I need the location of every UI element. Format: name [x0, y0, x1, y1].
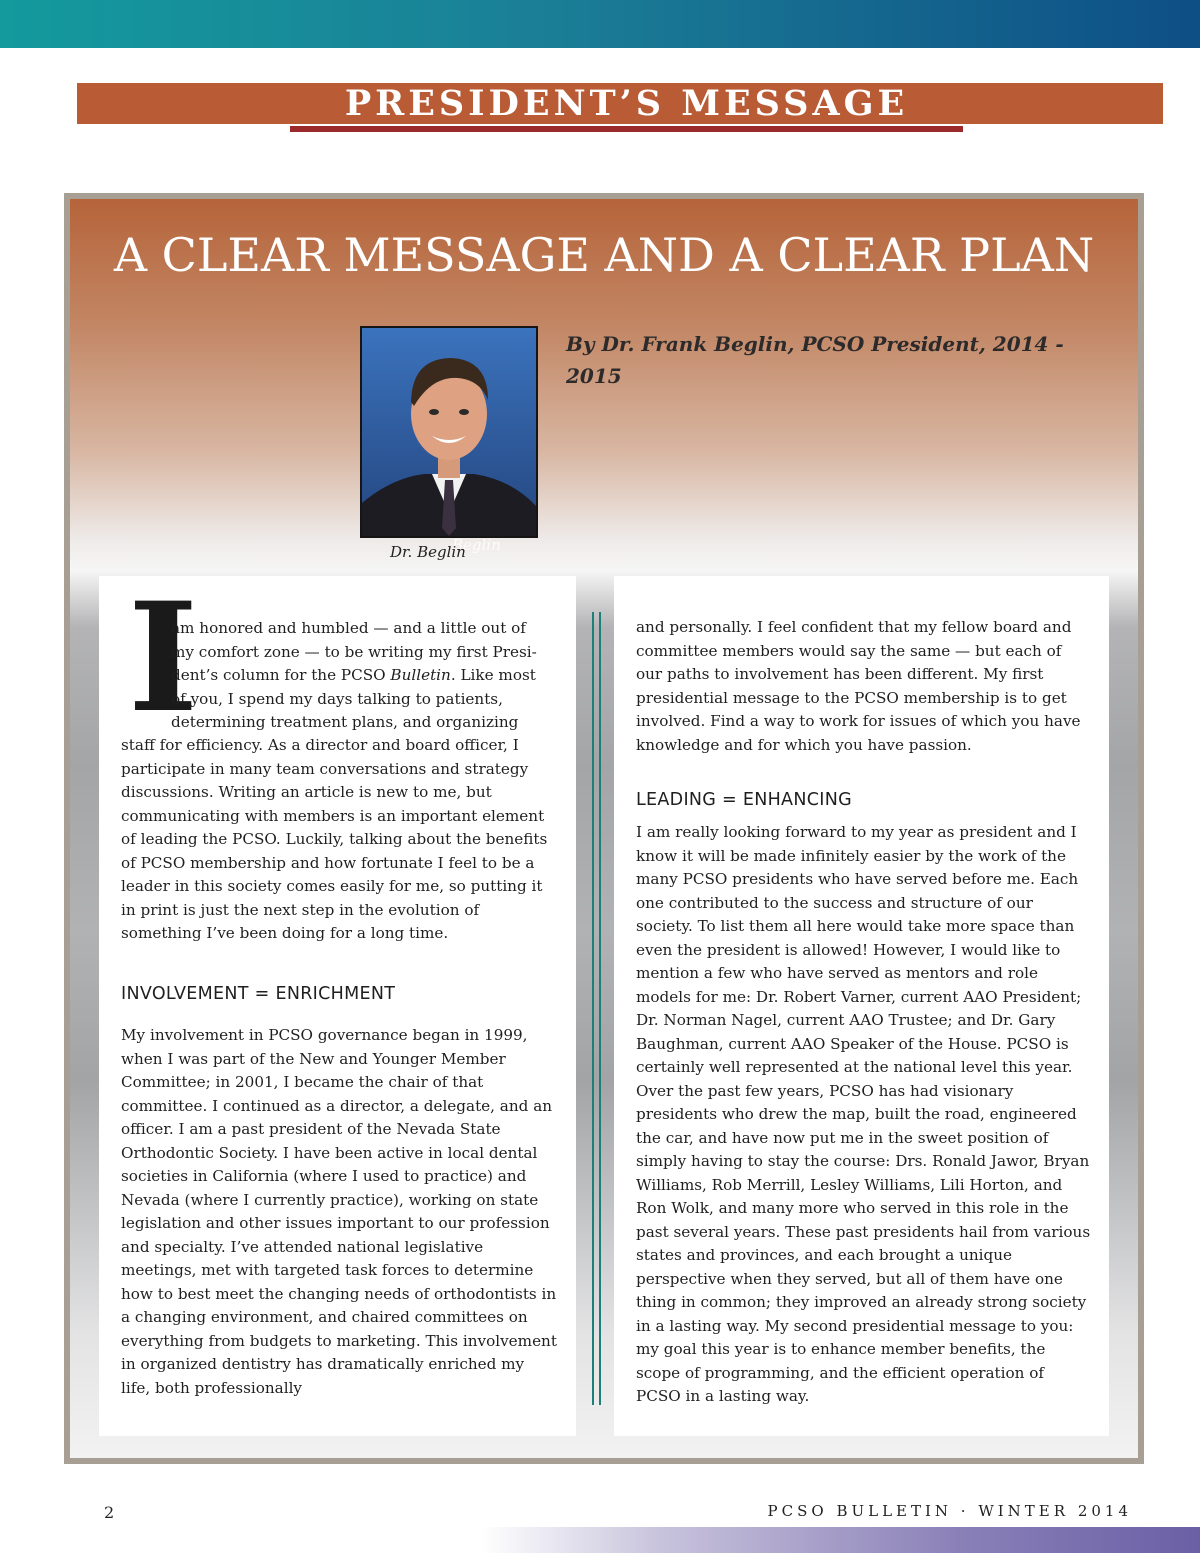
involvement-paragraph: My involvement in PCSO governance began in 1999, when I was part of the New and Younger Member Committee; in 2001, I became the chair of that committee. I continued as a director, a delegate, and an officer. I am a past president of the Nevada State Orthodontic Society. I have been active in local dental societies in California (where I used to practice) and Nevada (where I currently practice), working on state legislation and other issues important to our profession and specialty. I’ve attended national legislative meetings, met with targeted task forces to determine how to best meet the changing needs of orthodontists in a changing environment, and chaired committees on everything from budgets to marketing. This involvement in organized dentistry has dramatically enriched my life, both professionally	[121, 1026, 557, 1397]
header-gradient-bar	[0, 0, 1200, 48]
section-title: PRESIDENT’S MESSAGE	[344, 83, 909, 124]
drop-cap: I	[128, 570, 199, 746]
bulletin-title: Bulletin	[390, 666, 451, 684]
column-divider-rule	[599, 612, 601, 1405]
leading-paragraph: I am really looking forward to my year as president and I know it will be made infinitely easier by the work of the many PCSO presidents who have served before me. Each one contributed to the success and structure of our society. To list them all here would take more space than even the president is allowed! However, I would like to mention a few who have served as mentors and role models for me: Dr. Robert Varner, current AAO President; Dr. Norman Nagel, current AAO Trustee; and Dr. Gary Baughman, current AAO Speaker of the House. PCSO is certainly well represented at the national level this year. Over the past few years, PCSO has had visionary presidents who drew the map, built the road, engineered the car, and have now put me in the sweet position of simply having to stay the course: Drs. Ronald Jawor, Bryan Williams, Rob Merrill, Lesley Williams, Lili Horton, and Ron Wolk, and many more who served in this role in the past several years. These past presidents hail from various states and provinces, and each brought a unique perspective when they served, but all of them have one thing in common; they improved an already strong society in a lasting way. My second presidential message to you: my goal this year is to enhance member benefits, the scope of programming, and the efficient operation of PCSO in a lasting way.	[636, 823, 1091, 1405]
get-involved-paragraph: and personally. I feel confident that my fellow board and committee members would say the same — but each of our paths to involvement has been different. My first presidential message to the PCSO membership is to get involved. Find a way to work for issues of which you have knowledge and for which you have passion.	[636, 618, 1081, 754]
article-byline: By Dr. Frank Beglin, PCSO President, 2014 - 2015	[566, 332, 1064, 388]
photo-caption: Dr. Beglin	[390, 543, 466, 561]
subhead-leading: LEADING = ENHANCING	[636, 790, 852, 810]
intro-line-tail: . Like most	[450, 666, 536, 684]
subhead-involvement: INVOLVEMENT = ENRICHMENT	[121, 984, 396, 1004]
section-title-underline	[290, 126, 963, 132]
intro-paragraph: staff for efficiency. As a director and board officer, I participate in many team conversations and strategy discussions. Writing an article is new to me, but communicating with members is an important element of leading the PCSO. Luckily, talking about the benefits of PCSO membership and how fortunate I feel to be a leader in this society comes easily for me, so putting it in print is just the next step in the evolution of something I’ve been doing for a long time.	[121, 736, 548, 942]
intro-line: my comfort zone — to be writing my first Presi-	[171, 642, 537, 661]
page-number: 2	[104, 1503, 115, 1522]
intro-line-text: dent’s column for the PCSO	[171, 666, 391, 684]
intro-line: determining treatment plans, and organizing	[171, 713, 519, 731]
footer-gradient-bar	[0, 1527, 1200, 1553]
intro-line: am honored and humbled — and a little out of	[171, 619, 526, 637]
intro-line	[171, 664, 551, 688]
footer-publication: PCSO BULLETIN · WINTER 2014	[767, 1502, 1132, 1520]
photo-caption-ghost: Beglin	[452, 536, 501, 554]
intro-line: of you, I spend my days talking to patients,	[171, 689, 503, 708]
author-portrait	[360, 326, 538, 538]
intro-paragraph-indented	[171, 617, 551, 735]
article-headline: A CLEAR MESSAGE AND A CLEAR PLAN	[113, 228, 1095, 282]
column-divider-rule	[592, 612, 594, 1405]
portrait-photo-icon	[362, 328, 536, 536]
